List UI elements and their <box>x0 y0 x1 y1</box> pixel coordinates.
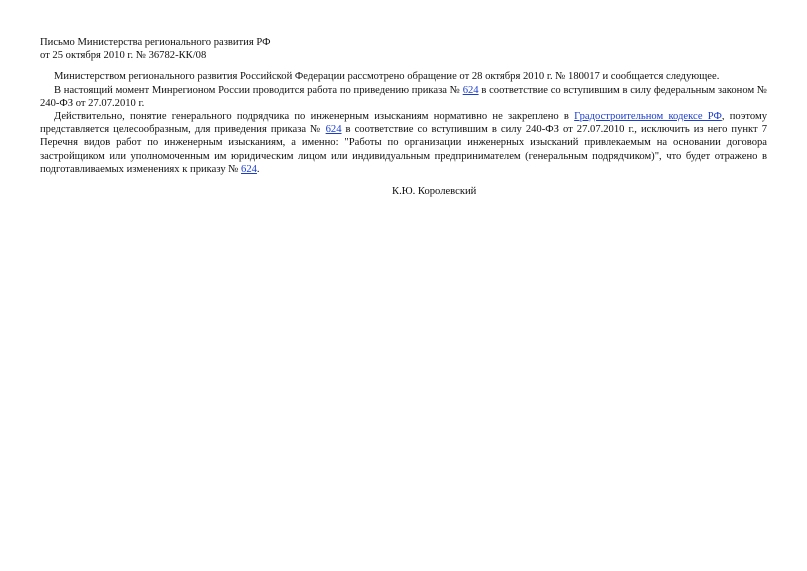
paragraph-3 <box>40 110 767 176</box>
document-title: Письмо Министерства регионального развития РФ <box>40 37 271 48</box>
paragraph-1 <box>40 70 767 83</box>
urban-planning-code-link[interactable]: Градостроительном кодексе РФ <box>574 111 722 123</box>
paragraph-3-text-c: в соответствие со вступившим в силу 240-ФЗ от 27.07.2010 г., исключить из него пункт 7 Перечня видов работ по инженерным изысканиям, а именно: "Работы по организации инженерных изысканий привлекаемым на основании договора застройщиком или уполномоченным им юридическим лицом или индивидуальным предпринимателем (генеральным подрядчиком)", что будет отражено в подготавливаемых изменениях к приказу № <box>40 124 767 175</box>
document-page <box>40 36 767 198</box>
document-date-number: от 25 октября 2010 г. № 36782-КК/08 <box>40 50 207 62</box>
order-624-link[interactable]: 624 <box>241 163 257 175</box>
paragraph-3-text-b: , поэтому представляется целесообразным, для приведения приказа № <box>40 111 767 136</box>
document-header <box>40 36 767 62</box>
paragraph-2 <box>40 84 767 110</box>
paragraph-2-text-a: В настоящий момент Минрегионом России проводится работа по приведению приказа № <box>54 84 463 96</box>
order-624-link[interactable]: 624 <box>462 84 479 96</box>
signature: К.Ю. Королевский <box>392 186 477 198</box>
paragraph-3-text-a: Действительно, понятие генерального подрядчика по инженерным изысканиям нормативно не закреплено в <box>54 111 575 123</box>
paragraph-1-text: Министерством регионального развития Российской Федерации рассмотрено обращение от 28 октября 2010 г. № 180017 и сообщается следующее. <box>54 71 720 83</box>
order-624-link[interactable]: 624 <box>325 124 342 136</box>
paragraph-2-text-b: в соответствие со вступившим в силу федеральным законом № 240-ФЗ от 27.07.2010 г. <box>40 84 767 109</box>
paragraph-3-text-d: . <box>256 163 260 175</box>
